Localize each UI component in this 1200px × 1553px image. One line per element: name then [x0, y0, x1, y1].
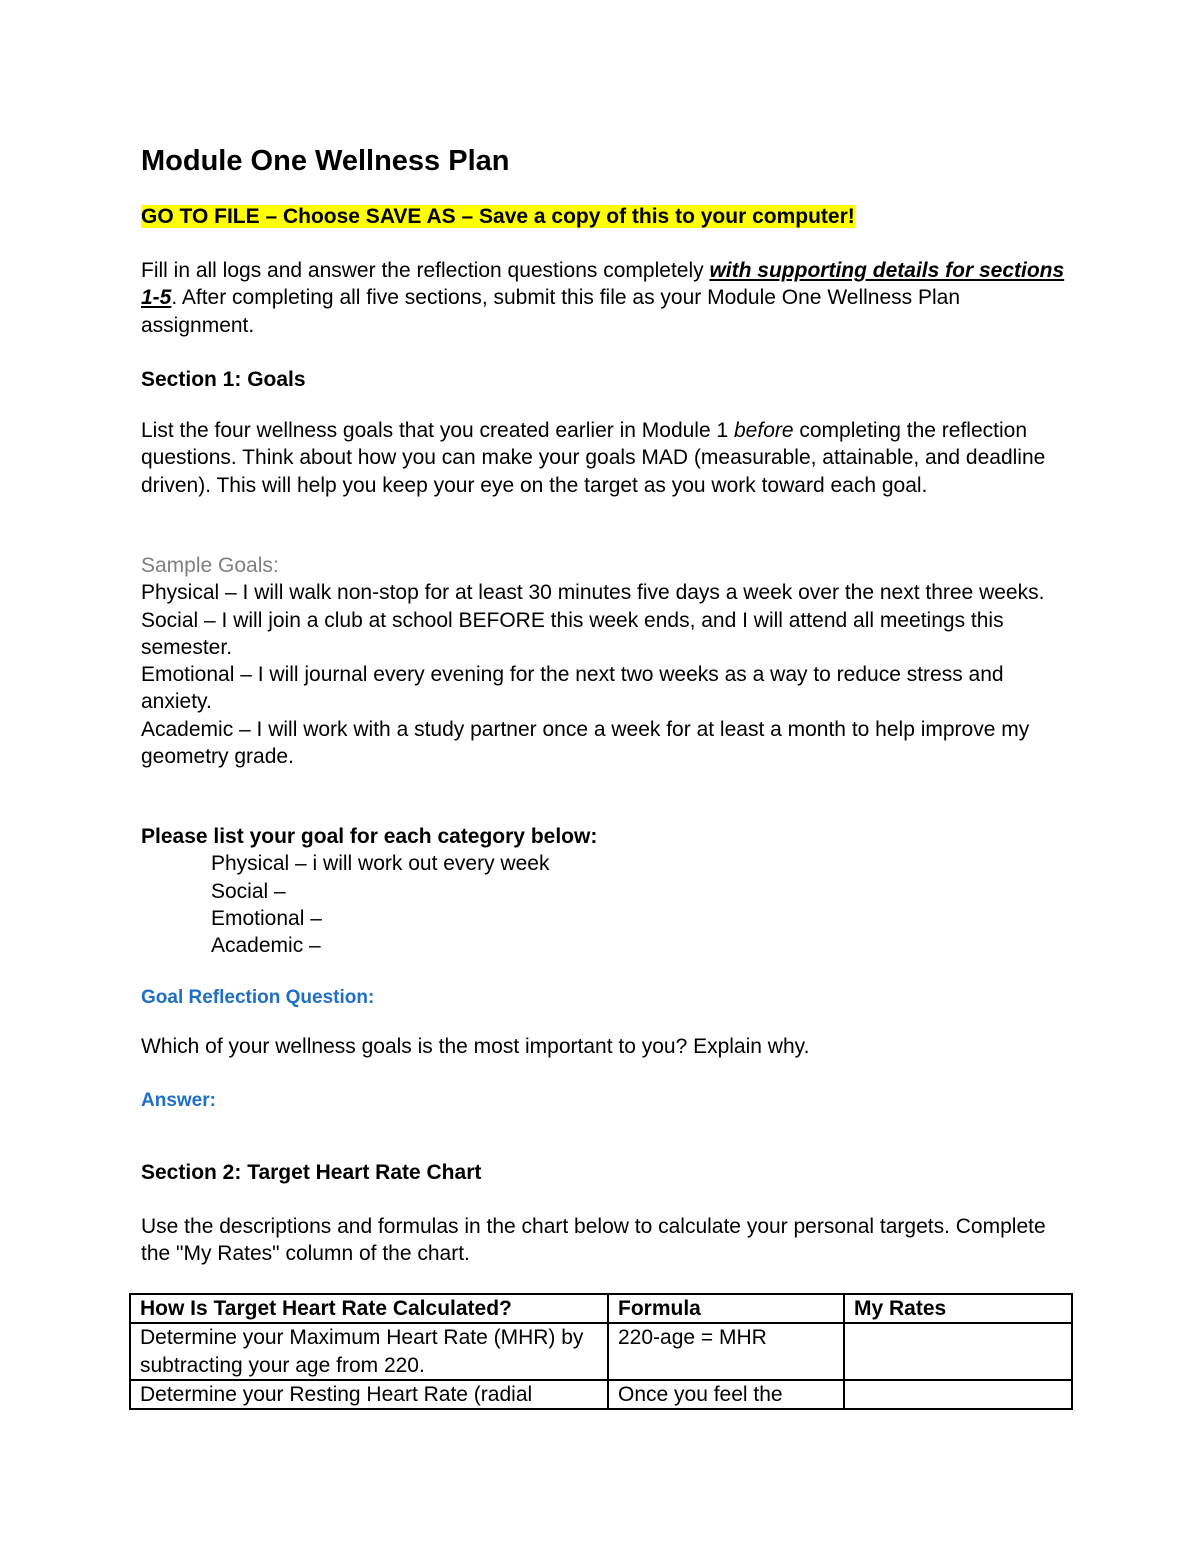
goal-text: Social –	[211, 879, 286, 903]
goal-text: Physical – i will work out every week	[211, 852, 550, 876]
intro-text-2: . After completing all five sections, submit this file as your Module One Wellness Plan assignment.	[141, 286, 960, 337]
section1-desc-text-2: completing the reflection questions. Think about how you can make your goals MAD (measurable, attainable, and deadline driven). This will help you keep your eye on the target as you work toward each goal.	[141, 419, 1046, 497]
goal-list	[141, 823, 1071, 959]
section1-desc-italic: before	[734, 419, 794, 442]
table-row	[130, 1323, 1072, 1380]
heart-rate-table	[129, 1293, 1073, 1410]
answer-label: Answer:	[141, 1090, 216, 1111]
goal-text: Academic –	[211, 934, 321, 958]
goal-item-physical	[141, 850, 1071, 877]
table-cell-formula: 220-age = MHR	[608, 1323, 844, 1380]
bullet-icon	[141, 850, 211, 877]
sample-goal-social: Social – I will join a club at school BEFORE this week ends, and I will attend all meetings this semester.	[141, 608, 1004, 659]
section1-description	[141, 417, 1071, 499]
table-cell-formula: Once you feel the	[608, 1380, 844, 1409]
table-cell-my-rates[interactable]	[844, 1323, 1072, 1380]
table-row	[130, 1380, 1072, 1409]
highlight-text: GO TO FILE – Choose SAVE AS – Save a copy of this to your computer!	[141, 205, 855, 228]
goal-item-social	[141, 878, 1071, 905]
sample-goal-emotional: Emotional – I will journal every evening for the next two weeks as a way to reduce stress and anxiety.	[141, 663, 1004, 714]
goal-reflection-question: Which of your wellness goals is the most important to you? Explain why.	[141, 1035, 810, 1058]
table-cell-description: Determine your Resting Heart Rate (radial	[130, 1380, 608, 1409]
sample-goals	[141, 552, 1071, 770]
goal-list-heading: Please list your goal for each category below:	[141, 825, 598, 848]
goal-text: Emotional –	[211, 906, 322, 930]
section2-description: Use the descriptions and formulas in the chart below to calculate your personal targets. Complete the "My Rates" column of the chart.	[141, 1215, 1046, 1266]
column-header: How Is Target Heart Rate Calculated?	[130, 1294, 608, 1323]
goal-reflection-label: Goal Reflection Question:	[141, 987, 375, 1008]
table-cell-description: Determine your Maximum Heart Rate (MHR) by subtracting your age from 220.	[130, 1323, 608, 1380]
intro-text-1: Fill in all logs and answer the reflection questions completely	[141, 259, 710, 282]
table-cell-my-rates[interactable]	[844, 1380, 1072, 1409]
table-header-row	[130, 1294, 1072, 1323]
sample-goal-academic: Academic – I will work with a study partner once a week for at least a month to help improve my geometry grade.	[141, 717, 1030, 769]
intro-paragraph	[141, 257, 1071, 339]
bullet-icon	[141, 905, 211, 932]
intro-emphasis: with supporting details for sections 1-5	[141, 259, 1065, 310]
goal-item-academic	[141, 932, 1071, 959]
section1-heading: Section 1: Goals	[141, 368, 306, 391]
goal-item-emotional	[141, 905, 1071, 932]
highlighted-instruction	[141, 203, 855, 230]
sample-goals-label: Sample Goals:	[141, 554, 279, 577]
section1-desc-text-1: List the four wellness goals that you created earlier in Module 1	[141, 419, 734, 442]
bullet-icon	[141, 932, 211, 959]
sample-goal-physical: Physical – I will walk non-stop for at least 30 minutes five days a week over the next three weeks.	[141, 581, 1045, 605]
column-header: Formula	[608, 1294, 844, 1323]
section2-heading: Section 2: Target Heart Rate Chart	[141, 1161, 482, 1184]
column-header: My Rates	[844, 1294, 1072, 1323]
bullet-icon	[141, 878, 211, 905]
page-title: Module One Wellness Plan	[141, 145, 510, 177]
